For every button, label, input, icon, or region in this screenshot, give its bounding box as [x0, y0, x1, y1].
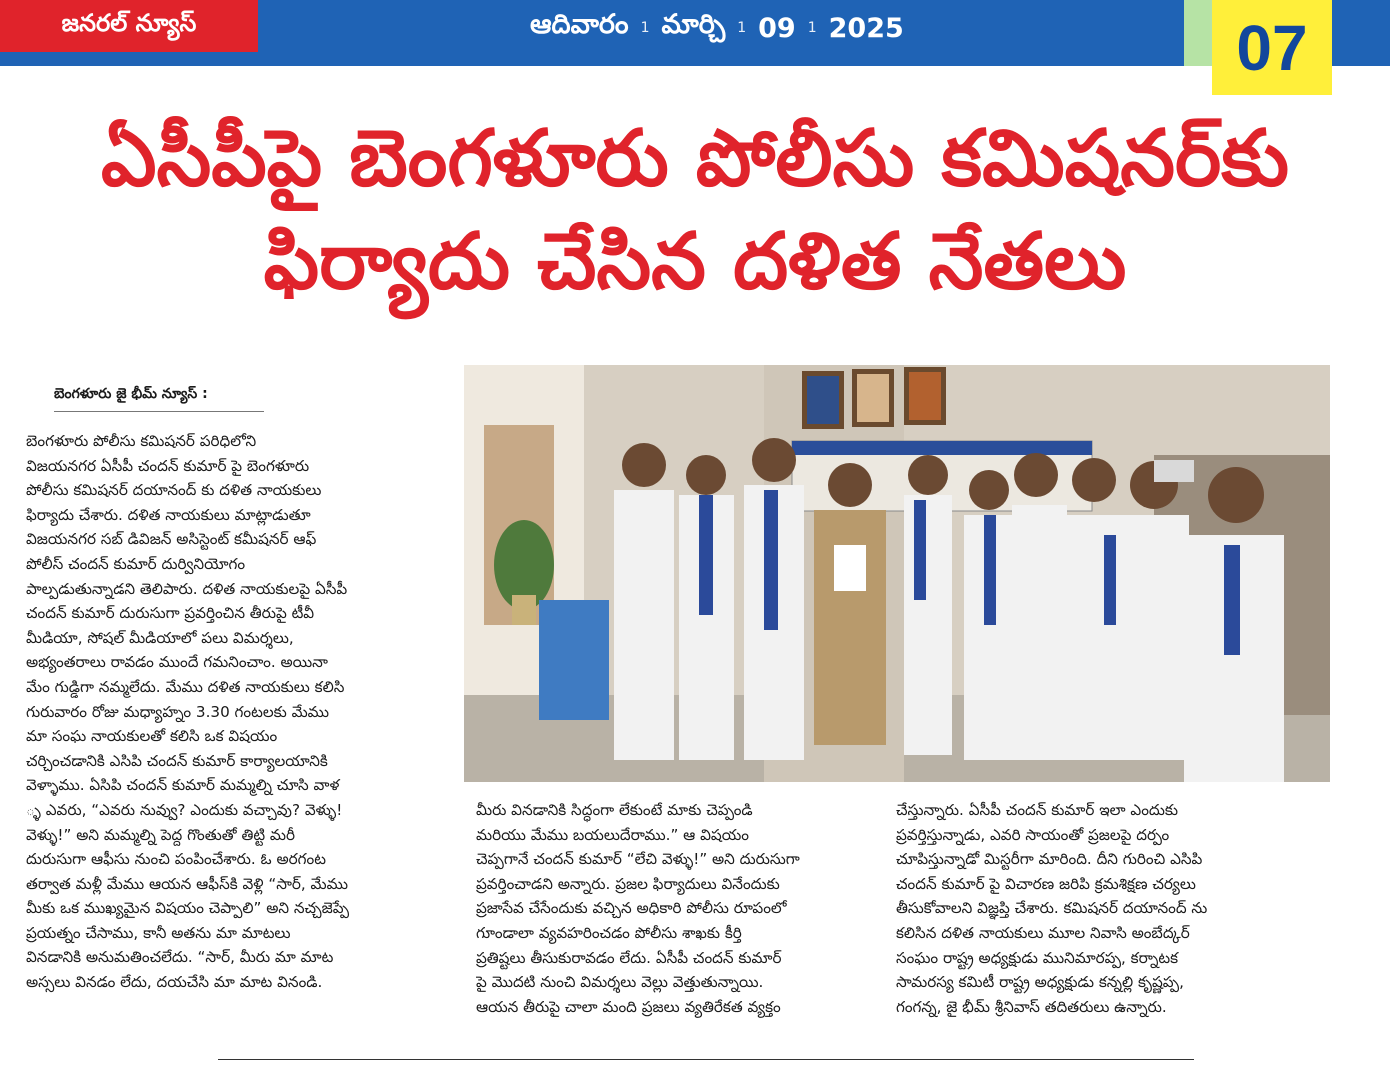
- article-text-line: మీకు ఒక ముఖ్యమైన విషయం చెప్పాలి” అని నచ్చజెప్పే: [26, 899, 349, 918]
- article-text-line: అస్సలు వినడం లేదు, దయచేసి మా మాట వినండి.: [26, 973, 323, 992]
- date-separator: 1: [737, 20, 747, 36]
- article-text-line: ప్రవర్తించాడని అన్నారు. ప్రజల ఫిర్యాదులు వినేందుకు: [476, 874, 780, 893]
- article-text-line: దురుసుగా ఆఫీసు నుంచి పంపించేశారు. ఓ అరగంట: [26, 850, 326, 869]
- article-column-3: [896, 798, 1336, 1019]
- headline-line-1: ఏసీపీపై బెంగళూరు పోలీసు కమిషనర్‌కు: [101, 114, 1289, 204]
- article-text-line: వినడానికి అనుమతించలేదు. “సార్, మీరు మా మాట: [26, 948, 334, 967]
- article-text-line: ఫిర్యాదు చేశారు. దళిత నాయకులు మాట్లాడుతూ: [26, 505, 311, 524]
- article-text-line: ప్రవర్తిస్తున్నాడు, ఎవరి సాయంతో ప్రజలపై దర్పం: [896, 825, 1170, 844]
- article-text-line: అభ్యంతరాలు రావడం ముందే గమనించాం. అయినా: [26, 653, 328, 672]
- article-text-line: ్ళ ఎవరు, “ఎవరు నువ్వు? ఎందుకు వచ్చావు? వెళ్ళు!: [26, 800, 343, 819]
- article-text-line: ఆయన తీరుపై చాలా మంది ప్రజలు వ్యతిరేకత వ్యక్తం: [476, 997, 781, 1016]
- article-text-line: మీరు వినడానికి సిద్ధంగా లేకుంటే మాకు చెప్పండి: [476, 801, 753, 819]
- article-text-line: వెళ్ళాము. ఏసిపి చందన్ కుమార్ మమ్మల్ని చూసి వాళ: [26, 776, 340, 795]
- date-month: మార్చి: [661, 9, 726, 40]
- article-text-line: కలిసిన దళిత నాయకులు మూల నివాసి అంబేద్కర్: [896, 923, 1190, 942]
- article-text-line: చెప్పగానే చందన్ కుమార్ “లేచి వెళ్ళు!” అని దురుసుగా: [476, 850, 800, 869]
- article-text-line: గురువారం రోజు మధ్యాహ్నం 3.30 గంటలకు మేము: [26, 702, 330, 721]
- article-text-line: తర్వాత మళ్లీ మేము ఆయన ఆఫీస్‌కి వెళ్లి “సార్, మేము: [26, 874, 348, 893]
- article-text-line: చర్చించడానికి ఎసిపి చందన్ కుమార్ కార్యాలయానికి: [26, 751, 328, 770]
- article-text-line: సామరస్య కమిటీ రాష్ట్ర అధ్యక్షుడు కన్నల్లి కృష్ణప్ప,: [896, 973, 1184, 992]
- dateline: [530, 8, 904, 48]
- article-text-line: పోలీస్ చందన్ కుమార్ దుర్వినియోగం: [26, 554, 246, 573]
- article-text-line: ప్రతిష్టలు తీసుకురావడం లేదు. ఏసీపీ చందన్ కుమార్: [476, 948, 782, 967]
- bottom-rule: [218, 1059, 1194, 1060]
- article-text-line: విజయనగర సబ్ డివిజన్ అసిస్టెంట్ కమీషనర్ ఆఫ్: [26, 530, 317, 549]
- article-text-line: మరియు మేము బయలుదేరాము.” ఆ విషయం: [476, 825, 749, 844]
- article-text-line: గూండాలా వ్యవహరించడం పోలీసు శాఖకు కీర్తి: [476, 923, 742, 942]
- date-separator: 1: [807, 20, 817, 36]
- byline: బెంగళూరు జై భీమ్ న్యూస్ :: [54, 386, 264, 412]
- article-text-line: ప్రజాసేవ చేసేందుకు వచ్చిన అధికారి పోలీసు రూపంలో: [476, 899, 787, 918]
- article-text-line: బెంగళూరు పోలీసు కమిషనర్ పరిధిలోని: [26, 432, 257, 450]
- article-column-1: [26, 429, 438, 995]
- date-separator: 1: [640, 20, 650, 36]
- article-text-line: చందన్ కుమార్ దురుసుగా ప్రవర్తించిన తీరుపై టీవీ: [26, 604, 315, 623]
- article-text-line: మా సంఘ నాయకులతో కలిసి ఒక విషయం: [26, 727, 278, 746]
- article-text-line: ప్రయత్నం చేసాము, కానీ అతను మా మాటలు: [26, 923, 291, 942]
- article-column-2: [476, 798, 886, 1019]
- article-text-line: విజయనగర ఏసీపీ చందన్ కుమార్ పై బెంగళూరు: [26, 456, 310, 475]
- section-tag: [0, 0, 258, 52]
- page-number: 07: [1236, 11, 1308, 84]
- page-number-box: [1212, 0, 1332, 95]
- group-photo-illustration: [464, 365, 1330, 782]
- article-text-line: పోలీసు కమిషనర్ దయానంద్ కు దళిత నాయకులు: [26, 481, 322, 500]
- date-weekday: ఆదివారం: [530, 9, 629, 40]
- article-text-line: చూపిస్తున్నాడో మిస్టరీగా మారింది. దీని గురించి ఎసిపి: [896, 850, 1203, 869]
- article-text-line: వెళ్ళు!” అని మమ్మల్ని పెద్ద గొంతుతో తిట్టి మరీ: [26, 825, 295, 844]
- date-day: 09: [758, 12, 796, 44]
- headline: [0, 108, 1390, 314]
- news-photo: [464, 365, 1330, 782]
- article-text-line: తీసుకోవాలని విజ్ఞప్తి చేశారు. కమిషనర్ దయానంద్ ను: [896, 899, 1208, 918]
- section-tag-label: జనరల్ న్యూస్: [61, 9, 197, 37]
- date-year: 2025: [828, 12, 904, 44]
- article-text-line: చందన్ కుమార్ పై విచారణ జరిపి క్రమశిక్షణ చర్యలు: [896, 874, 1196, 893]
- article-text-line: సంఘం రాష్ట్ర అధ్యక్షుడు మునిమారప్ప, కర్నాటక: [896, 948, 1179, 967]
- article-text-line: గంగన్న, జై భీమ్ శ్రీనివాస్ తదితరులు ఉన్నారు.: [896, 997, 1167, 1016]
- headline-line-2: ఫిర్యాదు చేసిన దళిత నేతలు: [263, 217, 1127, 307]
- article-text-line: పై మొదటి నుంచి విమర్శలు వెల్లు వెత్తుతున్నాయి.: [476, 973, 764, 992]
- article-text-line: మీడియా, సోషల్ మీడియాలో పలు విమర్శలు,: [26, 628, 294, 647]
- article-text-line: పాల్పడుతున్నాడని తెలిపారు. దళిత నాయకులపై ఏసీపీ: [26, 579, 348, 598]
- article-text-line: చేస్తున్నారు. ఏసీపీ చందన్ కుమార్ ఇలా ఎందుకు: [896, 801, 1179, 819]
- article-text-line: మేం గుడ్డిగా నమ్మలేదు. మేము దళిత నాయకులు కలిసి: [26, 677, 345, 696]
